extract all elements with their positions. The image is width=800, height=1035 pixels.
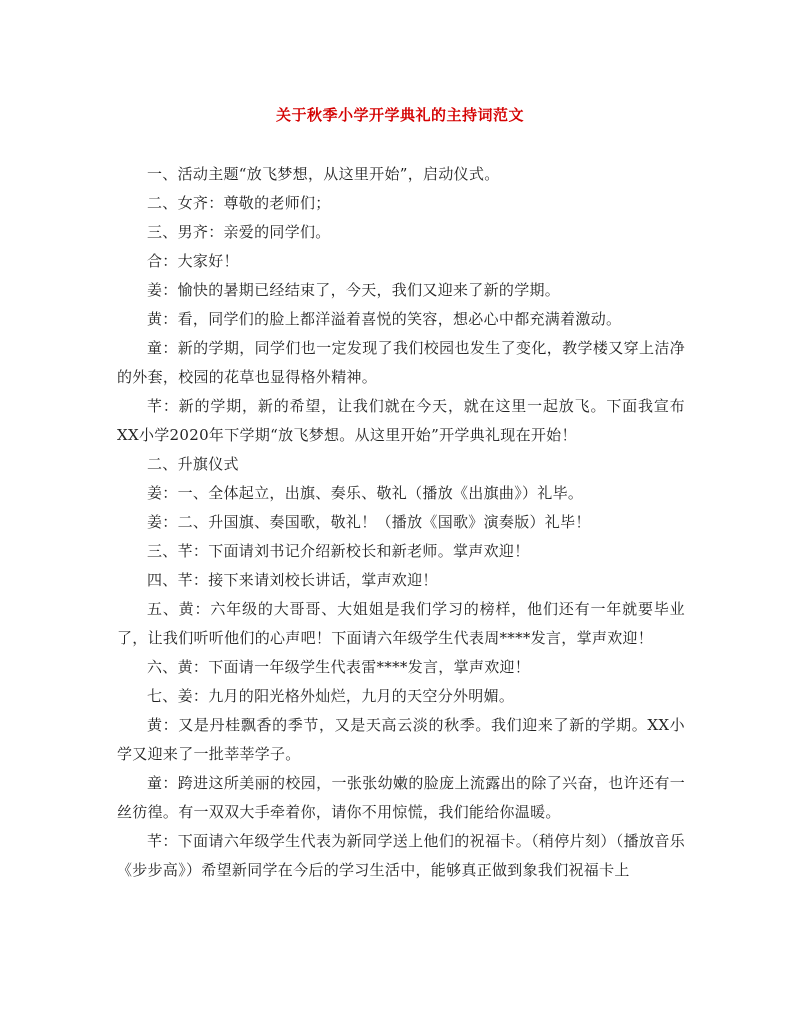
- document-title: 关于秋季小学开学典礼的主持词范文: [275, 106, 524, 124]
- paragraph: 姜：愉快的暑期已经结束了，今天，我们又迎来了新的学期。: [147, 281, 561, 299]
- paragraph: 黄：看，同学们的脸上都洋溢着喜悦的笑容，想必心中都充满着激动。: [147, 310, 622, 328]
- paragraph: 黄：又是丹桂飘香的季节，又是天高云淡的秋季。我们迎来了新的学期。XX小学又迎来了一批莘莘学子。: [117, 716, 685, 763]
- paragraph: 五、黄：六年级的大哥哥、大姐姐是我们学习的榜样，他们还有一年就要毕业了，让我们听听他们的心声吧！下面请六年级学生代表周****发言，掌声欢迎！: [117, 600, 685, 647]
- paragraph: 六、黄：下面请一年级学生代表雷****发言，掌声欢迎！: [147, 658, 531, 676]
- paragraph: 七、姜：九月的阳光格外灿烂，九月的天空分外明媚。: [147, 687, 515, 705]
- paragraph: 芊：新的学期，新的希望，让我们就在今天，就在这里一起放飞。下面我宣布XX小学2020年下学期“放飞梦想。从这里开始”开学典礼现在开始！: [117, 397, 685, 444]
- paragraph: 童：新的学期，同学们也一定发现了我们校园也发生了变化，教学楼又穿上洁净的外套，校园的花草也显得格外精神。: [117, 339, 685, 386]
- paragraph: 姜：二、升国旗、奏国歌，敬礼！（播放《国歌》演奏版）礼毕！: [147, 513, 591, 531]
- paragraph: 童：跨进这所美丽的校园，一张张幼嫩的脸庞上流露出的除了兴奋，也许还有一丝彷徨。有一双双大手牵着你，请你不用惊慌，我们能给你温暖。: [117, 774, 685, 821]
- section-heading: 二、升旗仪式: [147, 455, 239, 473]
- document-body: [117, 160, 685, 885]
- paragraph: 芊：下面请六年级学生代表为新同学送上他们的祝福卡。（稍停片刻）（播放音乐《步步高》）希望新同学在今后的学习生活中，能够真正做到象我们祝福卡上: [117, 832, 685, 879]
- paragraph: 一、活动主题“放飞梦想，从这里开始”，启动仪式。: [147, 165, 500, 183]
- paragraph: 四、芊：接下来请刘校长讲话，掌声欢迎！: [147, 571, 438, 589]
- paragraph: 姜：一、全体起立，出旗、奏乐、敬礼（播放《出旗曲》）礼毕。: [147, 484, 584, 502]
- paragraph: 合：大家好！: [147, 252, 239, 270]
- paragraph: 三、芊：下面请刘书记介绍新校长和新老师。掌声欢迎！: [147, 542, 530, 560]
- paragraph: 二、女齐：尊敬的老师们；: [147, 194, 331, 212]
- paragraph: 三、男齐：亲爱的同学们。: [147, 223, 331, 241]
